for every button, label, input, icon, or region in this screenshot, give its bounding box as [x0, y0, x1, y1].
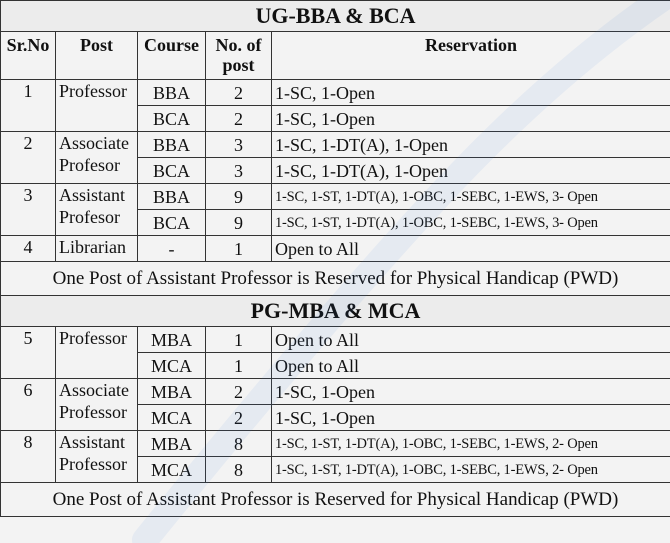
post-count-cell: 2 — [206, 80, 272, 106]
post-count-cell: 1 — [206, 236, 272, 262]
pg-section-title: PG-MBA & MCA — [1, 296, 670, 327]
ug-pwd-note: One Post of Assistant Professor is Reserved for Physical Handicap (PWD) — [1, 262, 670, 296]
post-cell: Librarian — [56, 236, 138, 262]
reservation-cell: 1-SC, 1-ST, 1-DT(A), 1-OBC, 1-SEBC, 1-EWS, 3- Open — [272, 184, 670, 210]
post-count-cell: 3 — [206, 158, 272, 184]
course-cell: MCA — [138, 353, 206, 379]
reservation-cell: 1-SC, 1-ST, 1-DT(A), 1-OBC, 1-SEBC, 1-EWS, 3- Open — [272, 210, 670, 236]
post-count-cell: 2 — [206, 106, 272, 132]
post-cell: Associate Profesor — [56, 132, 138, 184]
post-cell: Professor — [56, 327, 138, 379]
table-row — [1, 379, 670, 405]
course-cell: BCA — [138, 106, 206, 132]
post-count-cell: 1 — [206, 327, 272, 353]
reservation-cell: 1-SC, 1-ST, 1-DT(A), 1-OBC, 1-SEBC, 1-EWS, 2- Open — [272, 457, 670, 483]
post-cell: Professor — [56, 80, 138, 132]
post-count-cell: 2 — [206, 379, 272, 405]
pg-pwd-note: One Post of Assistant Professor is Reserved for Physical Handicap (PWD) — [1, 483, 670, 517]
header-course: Course — [138, 32, 206, 80]
reservation-cell: Open to All — [272, 236, 670, 262]
reservation-cell: 1-SC, 1-Open — [272, 405, 670, 431]
course-cell: BBA — [138, 184, 206, 210]
course-cell: BBA — [138, 132, 206, 158]
post-cell: Assistant Professor — [56, 431, 138, 483]
course-cell: MCA — [138, 405, 206, 431]
post-cell: Associate Professor — [56, 379, 138, 431]
course-cell: BCA — [138, 158, 206, 184]
header-no-of-post: No. of post — [206, 32, 272, 80]
table-row — [1, 431, 670, 457]
header-reservation: Reservation — [272, 32, 670, 80]
post-cell: Assistant Profesor — [56, 184, 138, 236]
post-count-cell: 8 — [206, 457, 272, 483]
post-count-cell: 1 — [206, 353, 272, 379]
sr-no-cell: 2 — [1, 132, 56, 184]
reservation-cell: Open to All — [272, 327, 670, 353]
table-row — [1, 184, 670, 210]
reservation-cell: 1-SC, 1-DT(A), 1-Open — [272, 158, 670, 184]
course-cell: MBA — [138, 327, 206, 353]
reservation-cell: 1-SC, 1-Open — [272, 80, 670, 106]
header-sr-no: Sr.No — [1, 32, 56, 80]
ug-header-row — [1, 32, 670, 80]
table-row — [1, 132, 670, 158]
table-row — [1, 327, 670, 353]
table-row — [1, 80, 670, 106]
reservation-cell: 1-SC, 1-ST, 1-DT(A), 1-OBC, 1-SEBC, 1-EWS, 2- Open — [272, 431, 670, 457]
course-cell: MBA — [138, 431, 206, 457]
course-cell: BBA — [138, 80, 206, 106]
table-row — [1, 236, 670, 262]
sr-no-cell: 5 — [1, 327, 56, 379]
header-post: Post — [56, 32, 138, 80]
sr-no-cell: 8 — [1, 431, 56, 483]
post-count-cell: 9 — [206, 210, 272, 236]
post-count-cell: 8 — [206, 431, 272, 457]
post-count-cell: 2 — [206, 405, 272, 431]
course-cell: BCA — [138, 210, 206, 236]
reservation-cell: 1-SC, 1-Open — [272, 379, 670, 405]
post-count-cell: 3 — [206, 132, 272, 158]
ug-section-title: UG-BBA & BCA — [1, 1, 670, 32]
reservation-cell: Open to All — [272, 353, 670, 379]
post-count-cell: 9 — [206, 184, 272, 210]
sr-no-cell: 3 — [1, 184, 56, 236]
sr-no-cell: 6 — [1, 379, 56, 431]
course-cell: MBA — [138, 379, 206, 405]
course-cell: - — [138, 236, 206, 262]
reservation-cell: 1-SC, 1-Open — [272, 106, 670, 132]
reservation-cell: 1-SC, 1-DT(A), 1-Open — [272, 132, 670, 158]
sr-no-cell: 4 — [1, 236, 56, 262]
course-cell: MCA — [138, 457, 206, 483]
sr-no-cell: 1 — [1, 80, 56, 132]
